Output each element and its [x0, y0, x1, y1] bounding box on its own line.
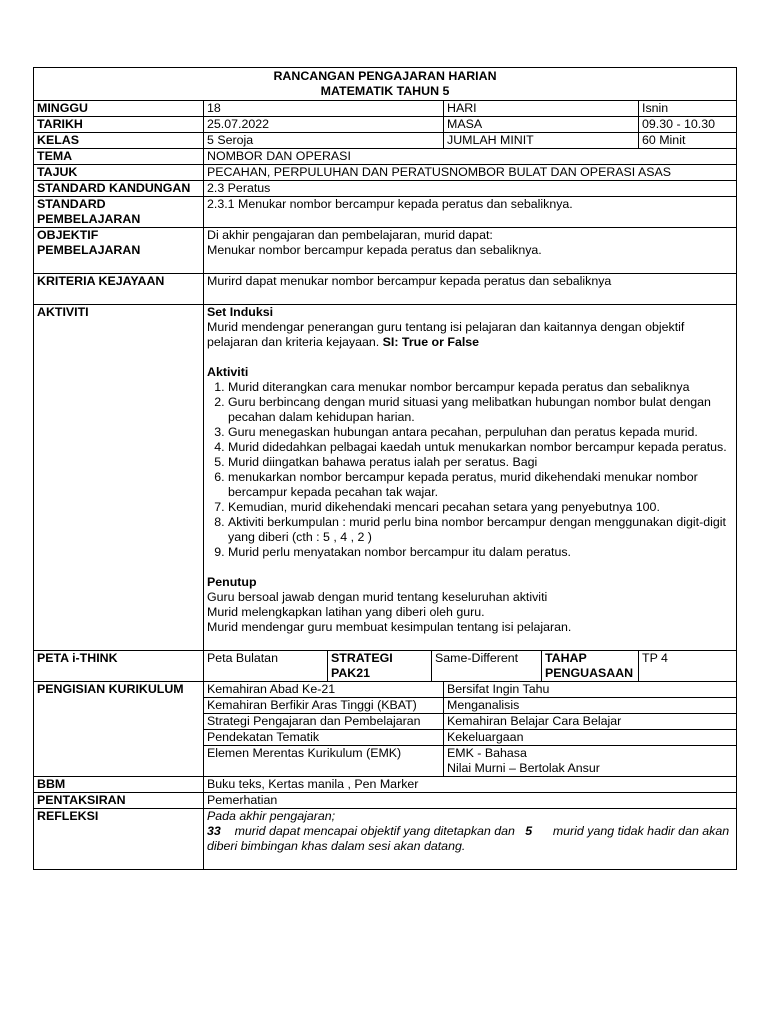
pengisian-right: Menganalisis	[444, 698, 737, 714]
objektif-row	[34, 228, 737, 274]
kriteria-row	[34, 274, 737, 305]
masa-value: 09.30 - 10.30	[639, 117, 737, 133]
pentaksiran-value: Pemerhatian	[204, 793, 737, 809]
refleksi-count-hadir: 33	[207, 824, 221, 838]
hari-value: Isnin	[639, 101, 737, 117]
objektif-label	[34, 228, 204, 274]
aktiviti-item: 8. Aktiviti berkumpulan : murid perlu bina nombor bercampur dengan menggunakan digit-digit yang diberi (cth : 5 , 4 , 2 )	[228, 515, 733, 545]
jumlah-minit-label: JUMLAH MINIT	[444, 133, 639, 149]
title-line-2: MATEMATIK TAHUN 5	[320, 84, 450, 98]
pengisian-right: Kemahiran Belajar Cara Belajar	[444, 714, 737, 730]
standard-kandungan-value: 2.3 Peratus	[204, 181, 737, 197]
set-induksi-text: Murid mendengar penerangan guru tentang isi pelajaran dan kaitannya dengan objektif pelajaran dan kriteria kejayaan.	[207, 320, 685, 349]
bbm-value: Buku teks, Kertas manila , Pen Marker	[204, 777, 737, 793]
jumlah-minit-value: 60 Minit	[639, 133, 737, 149]
tajuk-row	[34, 165, 737, 181]
objektif-line-1: Di akhir pengajaran dan pembelajaran, murid dapat:	[207, 228, 493, 242]
standard-kandungan-row	[34, 181, 737, 197]
peta-row	[34, 651, 737, 682]
aktiviti-heading: Aktiviti	[207, 365, 249, 379]
strategi-value: Same-Different	[432, 651, 542, 682]
refleksi-count-tidak-hadir: 5	[525, 824, 533, 838]
set-induksi-si: SI: True or False	[382, 335, 480, 349]
refleksi-line-1: Pada akhir pengajaran;	[207, 809, 336, 823]
tarikh-value: 25.07.2022	[204, 117, 444, 133]
aktiviti-item: 6. menukarkan nombor bercampur kepada peratus, murid dikehendaki menukar nombor bercampur kepada pecahan tak wajar.	[228, 470, 733, 500]
pentaksiran-label: PENTAKSIRAN	[34, 793, 204, 809]
aktiviti-label: AKTIVITI	[34, 305, 204, 651]
refleksi-value	[204, 809, 737, 870]
tema-value: NOMBOR DAN OPERASI	[204, 149, 737, 165]
standard-pembelajaran-value: 2.3.1 Menukar nombor bercampur kepada peratus dan sebaliknya.	[204, 197, 737, 228]
refleksi-paragraph	[207, 824, 733, 854]
pentaksiran-row	[34, 793, 737, 809]
tema-label: TEMA	[34, 149, 204, 165]
bbm-label: BBM	[34, 777, 204, 793]
objektif-label-1: OBJEKTIF	[37, 228, 99, 242]
masa-label: MASA	[444, 117, 639, 133]
standard-pembelajaran-row	[34, 197, 737, 228]
bbm-row	[34, 777, 737, 793]
pengisian-left: Kemahiran Berfikir Aras Tinggi (KBAT)	[204, 698, 444, 714]
pengisian-right-line: EMK - Bahasa	[447, 746, 527, 760]
refleksi-text-2: murid yang tidak hadir dan akan diberi bimbingan khas dalam sesi akan datang.	[207, 824, 730, 853]
tarikh-label: TARIKH	[34, 117, 204, 133]
refleksi-row	[34, 809, 737, 870]
penutup-line: Murid melengkapkan latihan yang diberi oleh guru.	[207, 605, 485, 619]
hari-label: HARI	[444, 101, 639, 117]
minggu-row	[34, 101, 737, 117]
kriteria-label-text: KRITERIA KEJAYAAN	[37, 274, 165, 288]
strategi-label: STRATEGI PAK21	[328, 651, 432, 682]
tajuk-value: PECAHAN, PERPULUHAN DAN PERATUSNOMBOR BULAT DAN OPERASI ASAS	[204, 165, 737, 181]
title-line-1: RANCANGAN PENGAJARAN HARIAN	[273, 69, 497, 83]
tahap-label: TAHAP PENGUASAAN	[542, 651, 639, 682]
minggu-label: MINGGU	[34, 101, 204, 117]
peta-value: Peta Bulatan	[204, 651, 328, 682]
set-induksi-paragraph	[207, 320, 733, 350]
aktiviti-item: 3. Guru menegaskan hubungan antara pecahan, perpuluhan dan peratus kepada murid.	[228, 425, 733, 440]
refleksi-label: REFLEKSI	[34, 809, 204, 870]
kelas-label: KELAS	[34, 133, 204, 149]
pengisian-right: Kekeluargaan	[444, 730, 737, 746]
pengisian-right	[444, 746, 737, 777]
pengisian-left: Kemahiran Abad Ke-21	[204, 682, 444, 698]
aktiviti-item: 7. Kemudian, murid dikehendaki mencari pecahan setara yang penyebutnya 100.	[228, 500, 733, 515]
aktiviti-list	[207, 380, 733, 560]
document-title	[34, 68, 737, 101]
pengisian-row	[34, 682, 737, 698]
pengisian-left: Elemen Merentas Kurikulum (EMK)	[204, 746, 444, 777]
lesson-plan-document	[33, 67, 736, 870]
aktiviti-item: 4. Murid didedahkan pelbagai kaedah untuk menukarkan nombor bercampur kepada peratus.	[228, 440, 733, 455]
kelas-value: 5 Seroja	[204, 133, 444, 149]
set-induksi-heading: Set Induksi	[207, 305, 274, 319]
pengisian-left: Strategi Pengajaran dan Pembelajaran	[204, 714, 444, 730]
pengisian-label: PENGISIAN KURIKULUM	[34, 682, 204, 777]
standard-kandungan-label: STANDARD KANDUNGAN	[34, 181, 204, 197]
pengisian-left: Pendekatan Tematik	[204, 730, 444, 746]
penutup-line: Murid mendengar guru membuat kesimpulan tentang isi pelajaran.	[207, 620, 572, 634]
standard-pembelajaran-label-2: PEMBELAJARAN	[37, 212, 141, 226]
aktiviti-item: 5. Murid diingatkan bahawa peratus ialah per seratus. Bagi	[228, 455, 733, 470]
objektif-label-2: PEMBELAJARAN	[37, 243, 141, 257]
pengisian-right: Bersifat Ingin Tahu	[444, 682, 737, 698]
kriteria-label	[34, 274, 204, 305]
peta-label: PETA i-THINK	[34, 651, 204, 682]
objektif-value	[204, 228, 737, 274]
title-row	[34, 68, 737, 101]
minggu-value: 18	[204, 101, 444, 117]
pengisian-right-line: Nilai Murni – Bertolak Ansur	[447, 761, 600, 775]
aktiviti-content	[204, 305, 737, 651]
tarikh-row	[34, 117, 737, 133]
kelas-row	[34, 133, 737, 149]
tahap-value: TP 4	[639, 651, 737, 682]
aktiviti-row	[34, 305, 737, 651]
refleksi-text-1: murid dapat mencapai objektif yang ditetapkan dan	[234, 824, 515, 838]
aktiviti-item: 2. Guru berbincang dengan murid situasi yang melibatkan hubungan nombor bulat dengan pecahan dalam kehidupan harian.	[228, 395, 733, 425]
kriteria-value: Murird dapat menukar nombor bercampur kepada peratus dan sebaliknya	[204, 274, 737, 305]
penutup-line: Guru bersoal jawab dengan murid tentang keseluruhan aktiviti	[207, 590, 548, 604]
objektif-line-2: Menukar nombor bercampur kepada peratus dan sebaliknya.	[207, 243, 542, 257]
standard-pembelajaran-label	[34, 197, 204, 228]
tajuk-label: TAJUK	[34, 165, 204, 181]
standard-pembelajaran-label-1: STANDARD	[37, 197, 106, 211]
aktiviti-item: 9. Murid perlu menyatakan nombor bercampur itu dalam peratus.	[228, 545, 733, 560]
lesson-plan-table	[33, 67, 737, 870]
penutup-heading: Penutup	[207, 575, 257, 589]
aktiviti-item: 1. Murid diterangkan cara menukar nombor bercampur kepada peratus dan sebaliknya	[228, 380, 733, 395]
tema-row	[34, 149, 737, 165]
